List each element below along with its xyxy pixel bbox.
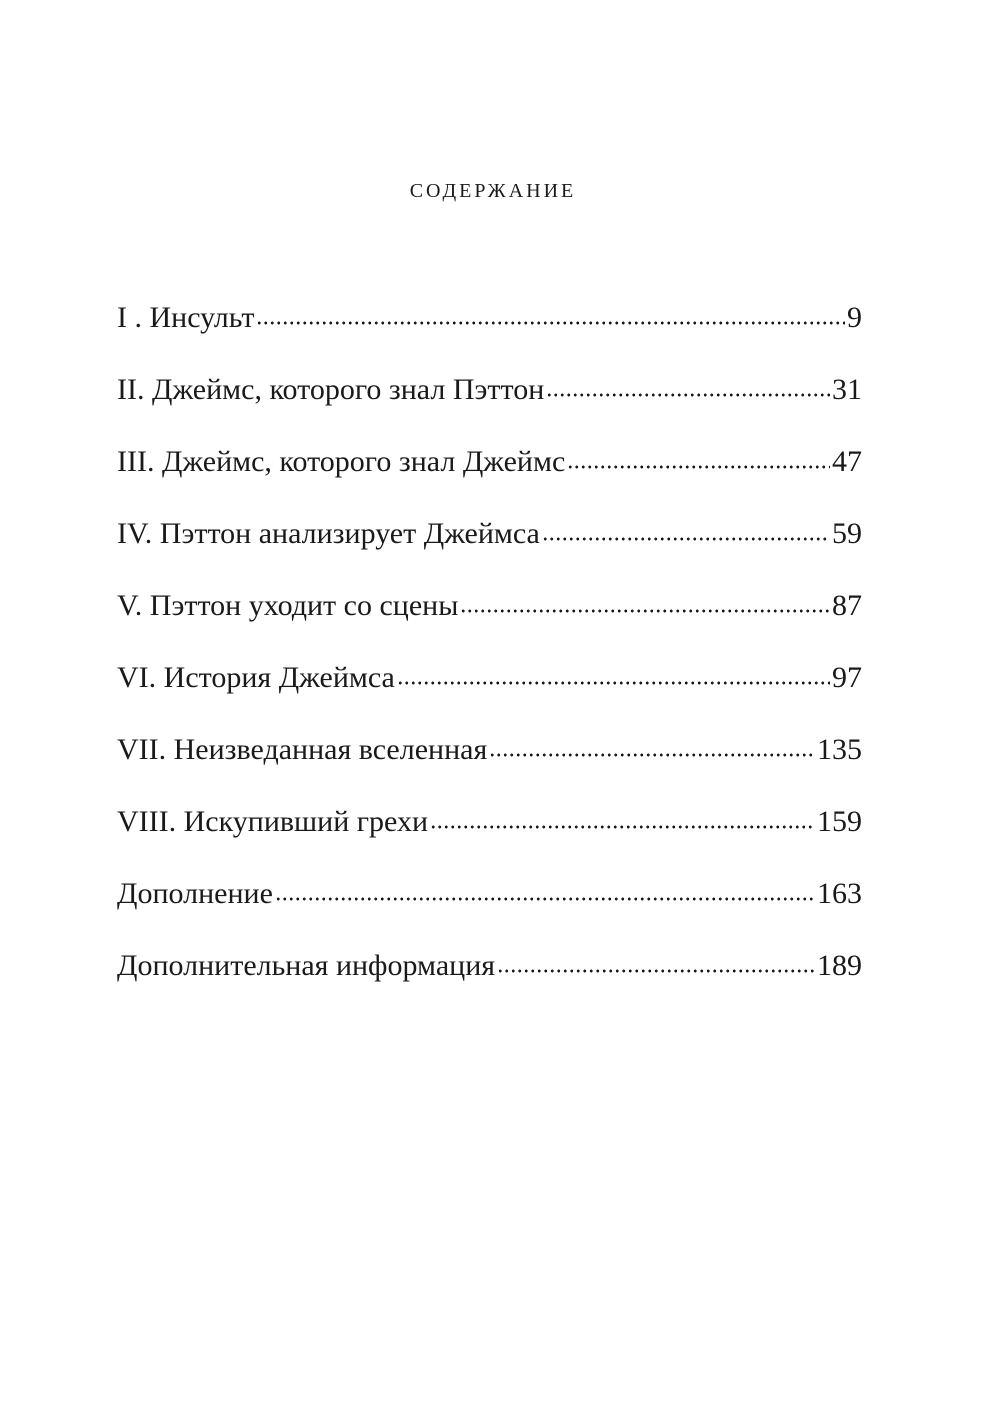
toc-entry-page: 135: [817, 733, 862, 766]
toc-entry-label: I . Инсульт: [117, 301, 255, 334]
toc-entry: [117, 796, 862, 868]
page-title: содержание: [409, 172, 577, 204]
toc-entry: [117, 724, 862, 796]
dot-leader: [397, 680, 830, 686]
toc-entry-label: V. Пэттон уходит со сцены: [117, 589, 459, 622]
dot-leader: [256, 320, 845, 326]
dot-leader: [489, 752, 815, 758]
dot-leader: [460, 608, 830, 614]
toc-entry-page: 189: [817, 949, 862, 982]
toc-entry-label: III. Джеймс, которого знал Джеймс: [117, 445, 566, 478]
toc-entry-label: Дополнительная информация: [117, 949, 496, 982]
toc-entry: [117, 940, 862, 1012]
toc-entry: [117, 868, 862, 940]
toc-entry-page: 59: [832, 517, 862, 550]
dot-leader: [546, 392, 830, 398]
toc-entry: [117, 580, 862, 652]
dot-leader: [542, 536, 830, 542]
toc-entry-label: IV. Пэттон анализирует Джеймса: [117, 517, 540, 550]
toc-entry-label: II. Джеймс, которого знал Пэттон: [117, 373, 545, 406]
toc-entry-page: 97: [832, 661, 862, 694]
dot-leader: [567, 464, 830, 470]
dot-leader: [497, 968, 815, 974]
dot-leader: [430, 824, 815, 830]
toc-entry: [117, 508, 862, 580]
toc-entry-page: 47: [832, 445, 862, 478]
toc-entry: [117, 436, 862, 508]
toc-entry-page: 159: [817, 805, 862, 838]
toc-entry-label: VI. История Джеймса: [117, 661, 395, 694]
toc-entry-page: 163: [817, 877, 862, 910]
toc-entry-label: VII. Неизведанная вселенная: [117, 733, 488, 766]
toc-entry-page: 31: [832, 373, 862, 406]
toc-entry-label: Дополнение: [117, 877, 273, 910]
dot-leader: [275, 896, 815, 902]
toc-entry: [117, 292, 862, 364]
toc-entry-label: VIII. Искупивший грехи: [117, 805, 429, 838]
toc-entry: [117, 652, 862, 724]
table-of-contents: [117, 292, 862, 1012]
toc-entry-page: 9: [847, 301, 862, 334]
toc-entry-page: 87: [832, 589, 862, 622]
toc-entry: [117, 364, 862, 436]
